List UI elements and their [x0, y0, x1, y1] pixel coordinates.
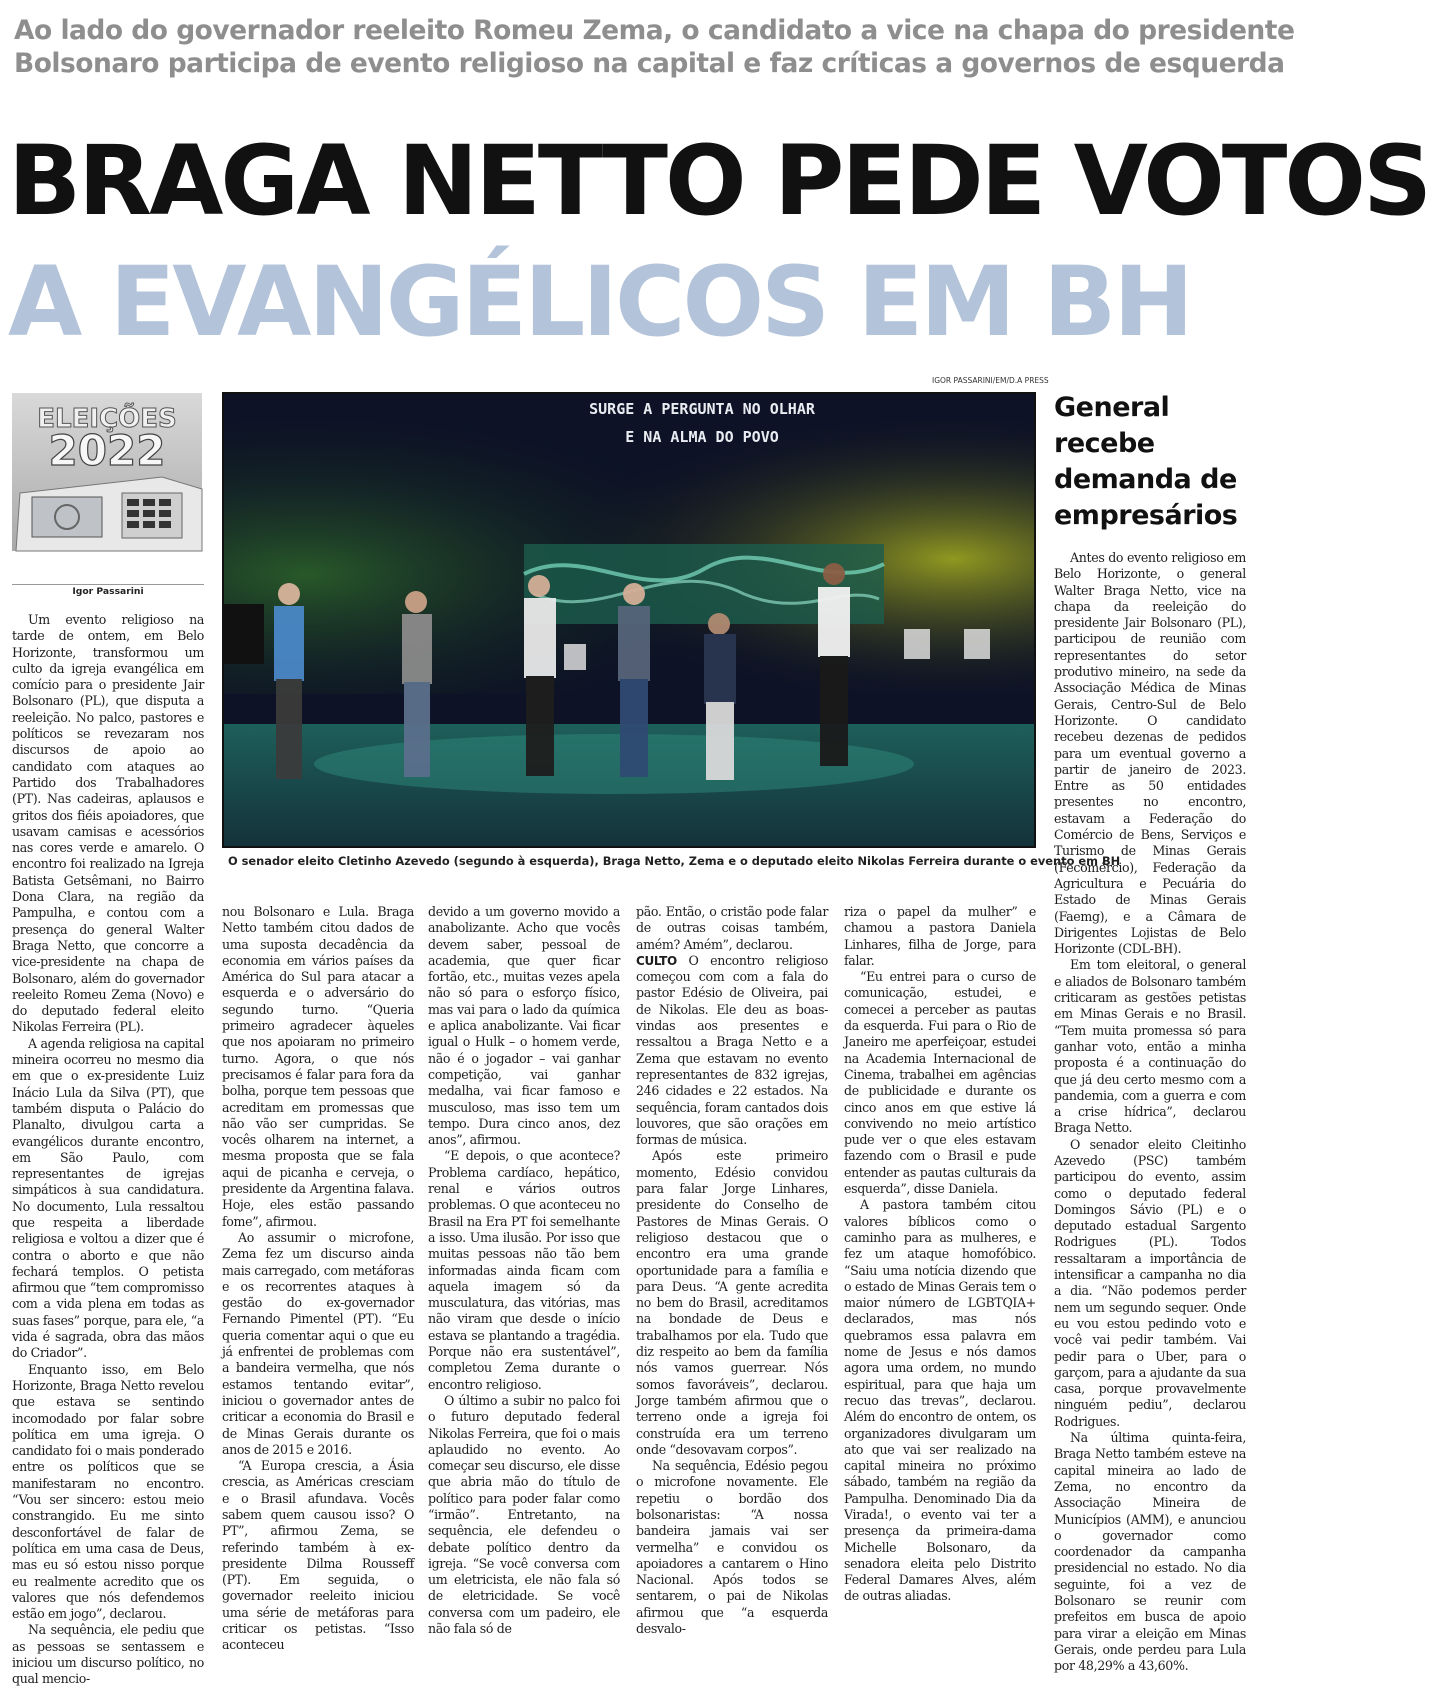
article-column-5 — [844, 904, 1036, 1605]
photo-caption: O senador eleito Cletinho Azevedo (segundo à esquerda), Braga Netto, Zema e o deputado eleito Nikolas Ferreira durante o evento em BH — [228, 854, 1121, 868]
kicker-line-2: Bolsonaro participa de evento religioso na capital e faz críticas a governos de esquerda — [14, 48, 1285, 79]
paragraph: Em tom eleitoral, o general e aliados de Bolsonaro também criticaram as gestões petistas em Minas Gerais e no Brasil. “Tem muita promessa só para ganhar voto, então a minha proposta é a continuação do que já deu certo mesmo com a pandemia, com a guerra e com a crise hídrica”, declarou Braga Netto. — [1054, 957, 1246, 1136]
byline: Igor Passarini — [12, 584, 204, 597]
paragraph: nou Bolsonaro e Lula. Braga Netto também citou dados de uma suposta decadência da economia em vários países da América do Sul para atacar a esquerda e o adversário do segundo turno. “Queria primeiro agradecer àqueles que nos apoiaram no primeiro turno. Agora, o que nós precisamos é falar para fora da bolha, porque tem pessoas que acreditam em promessas que não vão ser cumpridas. Se vocês olharem na internet, a mesma proposta que se fala aqui de picanha e cerveja, o presidente da Argentina falava. Hoje, eles estão passando fome”, afirmou. — [222, 904, 414, 1229]
screen-text-2: E NA ALMA DO POVO — [625, 428, 779, 446]
paragraph: Um evento religioso na tarde de ontem, em Belo Horizonte, transformou um culto da igreja evangélica em comício para o presidente Jair Bolsonaro (PL), que disputa a reeleição. No palco, pastores e políticos se revezaram nos discursos de apoio ao candidato com ataques ao Partido dos Trabalhadores (PT). Nas cadeiras, aplausos e gritos dos fiéis apoiadores, que usavam camisas e acessórios nas cores verde e amarelo. O encontro foi realizado na Igreja Batista Getsêmani, no Bairro Dona Clara, na região da Pampulha, e contou com a presença do general Walter Braga Netto, que concorre a vice-presidente na chapa de Bolsonaro, além do governador reeleito Romeu Zema (Novo) e do deputado federal eleito Nikolas Ferreira (PL). — [12, 612, 204, 1035]
photo-credit: IGOR PASSARINI/EM/D.A PRESS — [932, 376, 1049, 385]
paragraph: A agenda religiosa na capital mineira ocorreu no mesmo dia em que o ex-presidente Luiz Inácio Lula da Silva (PT), que também disputa o Palácio do Planalto, divulgou carta a evangélicos durante encontro, em São Paulo, com representantes de igrejas simpáticos à sua candidatura. No documento, Lula ressaltou que respeita a liberdade religiosa e voltou a dizer que é contra o aborto e que não fechará templos. O petista afirmou que “tem compromisso com a vida plena em todas as suas fases” porque, para ele, “a vida é sagrada, obra das mãos do Criador”. — [12, 1035, 204, 1361]
sidebar-column — [1054, 550, 1246, 1674]
logo-year: 2022 — [48, 426, 166, 475]
paragraph: O senador eleito Cleitinho Azevedo (PSC) também participou do evento, assim como o deputado federal Domingos Sávio (PL) e o deputado estadual Sargento Rodrigues (PL). Todos ressaltaram a importância de intensificar a campanha no dia a dia. “Não podemos perder nem um segundo sequer. Onde eu vou estou pedindo voto e você vai pedir também. Vai pedir para o Uber, para o garçom, para a ajudante da sua casa, porque provavelmente ninguém pediu”, declarou Rodrigues. — [1054, 1136, 1246, 1429]
article-column-1 — [12, 612, 204, 1688]
article-column-4 — [636, 904, 828, 1637]
headline-line-2: A EVANGÉLICOS EM BH — [8, 246, 1191, 358]
article-column-2 — [222, 904, 414, 1654]
paragraph: Antes do evento religioso em Belo Horizonte, o general Walter Braga Netto, vice na chapa da reeleição do presidente Jair Bolsonaro (PL), participou de reunião com representantes do setor produtivo mineiro, na sede da Associação Médica de Minas Gerais, Centro-Sul de Belo Horizonte. O candidato recebeu dezenas de pedidos para um eventual governo a partir de janeiro de 2023. Entre as 50 entidades presentes no encontro, estavam a Federação do Comércio de Bens, Serviços e Turismo de Minas Gerais (Fecomércio), Federação da Agricultura e Pecuária do Estado de Minas Gerais (Faemg), e a Câmara de Dirigentes Lojistas de Belo Horizonte (CDL-BH). — [1054, 550, 1246, 957]
sidebar-title: General recebe demanda de empresários — [1054, 392, 1238, 531]
section-lead: CULTO — [636, 953, 677, 968]
paragraph: A pastora também citou valores bíblicos como o caminho para as mulheres, e fez um ataque homofóbico. “Saiu uma notícia dizendo que o estado de Minas Gerais tem o maior número de LGBTQIA+ declarados, mas nós quebramos essa palavra em nome de Jesus e nós damos agora uma ordem, no mundo espiritual, para que haja um recuo das trevas”, declarou. Além do encontro de ontem, os organizadores divulgaram um ato que vai ser realizado na capital mineira no próximo sábado, também na região da Pampulha. Denominado Dia da Virada!, o evento vai ter a presença da primeira-dama Michelle Bolsonaro, da senadora eleita pelo Distrito Federal Damares Alves, além de outras aliadas. — [844, 1197, 1036, 1604]
kicker-line-1: Ao lado do governador reeleito Romeu Zema, o candidato a vice na chapa do presidente — [14, 15, 1295, 46]
event-photo — [222, 392, 1036, 848]
headline-line-1: BRAGA NETTO PEDE VOTOS — [8, 125, 1429, 237]
paragraph: Enquanto isso, em Belo Horizonte, Braga Netto revelou que estava se sentindo incomodado por falar sobre política em uma igreja. O candidato foi o mais ponderado entre os políticos que se manifestaram no encontro. “Vou ser sincero: estou meio constrangido. Eu me sinto desconfortável de falar de política em uma casa de Deus, mas eu só estou nisso porque eu realmente acredito que os valores que nós defendemos estão em jogo”, declarou. — [12, 1361, 204, 1622]
paragraph: “Eu entrei para o curso de comunicação, estudei, e comecei a perceber as pautas da esquerda. Fui para o Rio de Janeiro me aperfeiçoar, estudei na Academia Internacional de Cinema, trabalhei em agências de publicidade e durante os cinco anos em que estive lá convivendo no meio artístico pude ver o que eles estavam fazendo com o Brasil e pude entender as pautas culturais da esquerda”, disse Daniela. — [844, 969, 1036, 1197]
section-paragraph — [636, 953, 828, 1149]
paragraph: pão. Então, o cristão pode falar de outras coisas também, amém? Amém”, declarou. — [636, 904, 828, 952]
paragraph: devido a um governo movido a anabolizante. Acho que vocês devem saber, pessoal de academia, que quer ficar fortão, etc., muitas vezes apela não só para o esforço físico, mas vai para o lado da química e aplica anabolizante. Vai ficar igual o Hulk – o homem verde, não é o jogador – vai ganhar competição, vai ganhar medalha, vai ficar famoso e musculoso, mas isso tem um tempo. Dura cinco anos, dez anos”, afirmou. — [428, 904, 620, 1148]
section-lead-text: O encontro religioso começou com com a fala do pastor Edésio de Oliveira, pai de Nikolas. Ele deu as boas-vindas aos presentes e ressaltou a Braga Netto e a Zema que estavam no evento representantes de 832 igrejas, 246 cidades e 22 estados. Na sequência, foram cantados dois louvores, que são orações em formas de música. — [636, 952, 828, 1148]
screen-text-1: SURGE A PERGUNTA NO OLHAR — [589, 400, 815, 418]
paragraph: riza o papel da mulher” e chamou a pastora Daniela Linhares, filha de Jorge, para falar. — [844, 904, 1036, 968]
kicker — [14, 14, 1295, 80]
paragraph: Após este primeiro momento, Edésio convidou para falar Jorge Linhares, presidente do Conselho de Pastores de Minas Gerais. O religioso destacou que o encontro era uma grande oportunidade para a família e para Deus. “A gente acredita no bem do Brasil, acreditamos na bondade de Deus e trabalhamos por ela. Tudo que diz respeito ao bem da família nós vamos guerrear. Nós somos favoráveis”, declarou. Jorge também afirmou que o terreno onde a igreja foi construída era um terreno onde “desovavam corpos”. — [636, 1148, 828, 1457]
paragraph: “E depois, o que acontece? Problema cardíaco, hepático, renal e vários outros problemas. O que aconteceu no Brasil na Era PT foi semelhante a isso. Uma ilusão. Por isso que muitas pessoas não tão bem informadas ainda ficam com aquela imagem só da musculatura, das vitórias, mas não viram que desde o início estava se plantando a tragédia. Porque não era sustentável”, completou Zema durante o encontro religioso. — [428, 1148, 621, 1392]
paragraph: O último a subir no palco foi o futuro deputado federal Nikolas Ferreira, que foi o mais aplaudido no evento. Ao começar seu discurso, ele disse que abria mão do título de político para poder falar como “irmão”. Entretanto, na sequência, ele defendeu o debate político dentro da igreja. “Se você conversa com um eletricista, ele não fala só de eletricidade. Se você conversa com um padeiro, ele não fala só de — [428, 1392, 620, 1637]
paragraph: “A Europa crescia, a Ásia crescia, as Américas cresciam e o Brasil afundava. Vocês sabem quem causou isso? O PT”, afirmou Zema, se referindo também à ex-presidente Dilma Rousseff (PT). Em seguida, o governador reeleito iniciou uma série de metáforas para criticar os petistas. “Isso aconteceu — [222, 1458, 414, 1653]
logo-word: ELEIÇÕES — [37, 404, 177, 434]
paragraph: Na última quinta-feira, Braga Netto também esteve na capital mineira ao lado de Zema, no encontro da Associação Mineira de Municípios (AMM), e anunciou o governador como coordenador da campanha presidencial no estado. No dia seguinte, foi a vez de Bolsonaro se reunir com prefeitos em busca de apoio para virar a eleição em Minas Gerais, onde perdeu para Lula por 48,29% a 43,60%. — [1054, 1430, 1246, 1674]
paragraph: Na sequência, ele pediu que as pessoas se sentassem e iniciou um discurso político, no qual mencio- — [12, 1622, 204, 1687]
article-column-3 — [428, 904, 620, 1637]
paragraph: Na sequência, Edésio pegou o microfone novamente. Ele repetiu o bordão dos bolsonaristas: “A nossa bandeira jamais vai ser vermelha” e convidou os apoiadores a cantarem o Hino Nacional. Após todos se sentarem, o pai de Nikolas afirmou que “a esquerda desvalo- — [636, 1458, 828, 1637]
paragraph: Ao assumir o microfone, Zema fez um discurso ainda mais carregado, com metáforas e os recorrentes ataques à gestão do ex-governador Fernando Pimentel (PT). “Eu queria comentar aqui o que eu já enfrentei de problemas com a bandeira vermelha, que nós estamos tentando evitar”, iniciou o governador antes de criticar a economia do Brasil e de Minas Gerais durante os anos de 2015 e 2016. — [222, 1229, 414, 1457]
eleicoes-2022-logo — [12, 393, 202, 551]
